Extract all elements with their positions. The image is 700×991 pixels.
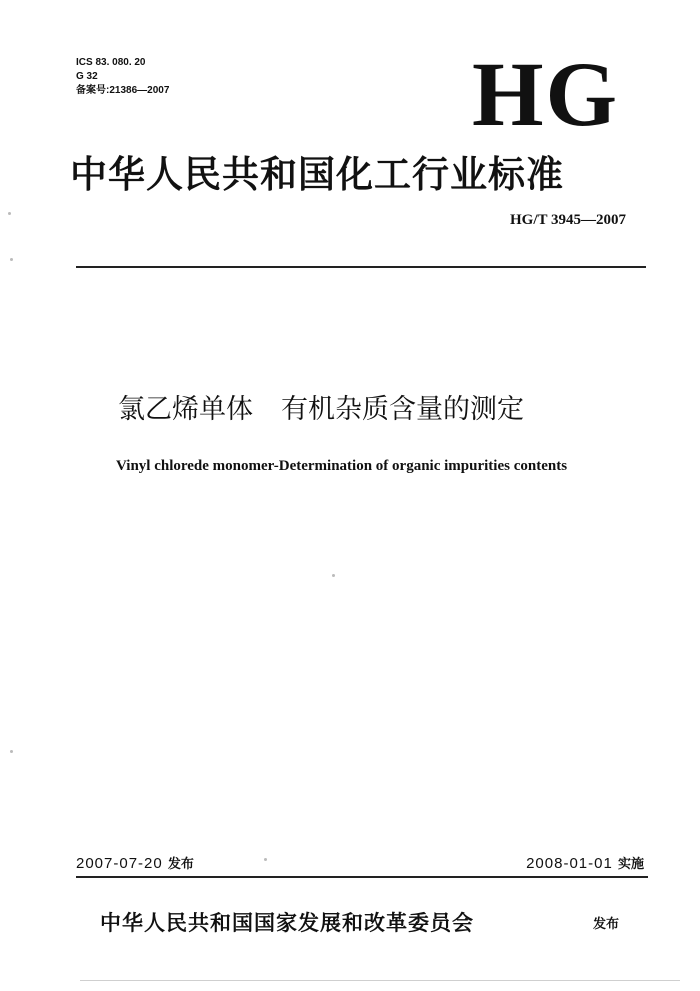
implement-date-suffix: 实施 [617,857,644,872]
ccs-code: G 32 [76,71,98,82]
document-title-en: Vinyl chlorede monomer-Determination of organic impurities contents [116,458,568,474]
bottom-divider [76,876,648,878]
top-divider [76,266,646,268]
hg-logo: HG [472,43,620,145]
scan-speck [332,574,335,577]
issue-date [76,853,194,872]
document-title-cn-part2: 有机杂质含量的测定 [281,394,524,425]
issue-date-value: 2007-07-20 [76,855,163,872]
implement-date-value: 2008-01-01 [526,855,613,872]
issuing-authority: 中华人民共和国国家发展和改革委员会 [100,910,474,935]
classification-block [76,56,169,98]
scan-speck [264,858,267,861]
scan-edge-line [80,980,680,981]
ics-code: ICS 83. 080. 20 [76,57,146,68]
issue-date-suffix: 发布 [167,857,194,872]
standard-title: 中华人民共和国化工行业标准 [70,152,564,196]
scan-speck [10,750,13,753]
document-title-cn-part1: 氯乙烯单体 [118,394,253,425]
filing-number: 备案号:21386—2007 [76,85,170,96]
implement-date [526,853,644,872]
scan-speck [8,212,11,215]
issuing-authority-suffix: 发布 [593,917,620,932]
document-title-cn [118,392,524,428]
standard-code: HG/T 3945—2007 [510,212,626,228]
scan-speck [10,258,13,261]
